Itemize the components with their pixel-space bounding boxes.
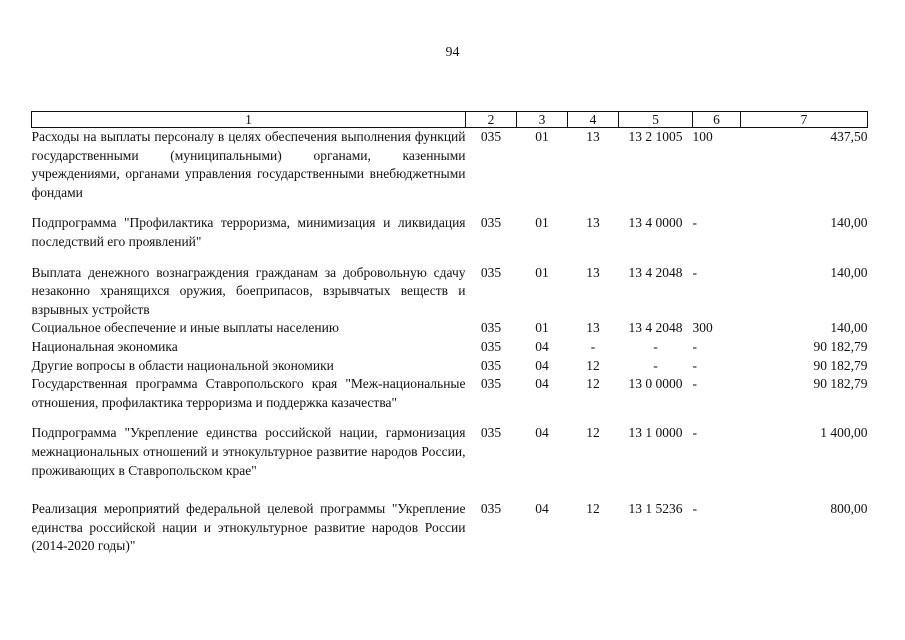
table-row [32, 214, 868, 263]
col-header-6: 6 [693, 112, 741, 128]
table-row [32, 319, 868, 338]
col-header-5: 5 [619, 112, 693, 128]
amount: 140,00 [830, 215, 868, 231]
subsection-code: 13 [586, 129, 600, 144]
subsection-code: 13 [586, 320, 600, 336]
table-row [32, 424, 868, 480]
section-code: 01 [535, 215, 549, 231]
section-code: 04 [535, 425, 549, 441]
table-row [32, 375, 868, 424]
table-row [32, 357, 868, 376]
expense-type-code: - [692, 215, 697, 231]
table-row [32, 264, 868, 320]
table-row [32, 128, 868, 215]
table-row [32, 500, 868, 556]
section-code: 01 [535, 320, 549, 336]
row-description: Подпрограмма "Профилактика терроризма, минимизация и ликвидация последствий его проявлений" [31, 215, 466, 249]
section-code: 04 [535, 501, 549, 517]
target-article-code: 13 4 0000 [628, 215, 683, 231]
col-header-4: 4 [568, 112, 619, 128]
target-article-code: 13 1 0000 [628, 425, 683, 441]
amount: 1 400,00 [820, 425, 868, 441]
ministry-code: 035 [480, 425, 502, 441]
ministry-code: 035 [480, 320, 502, 336]
expense-type-code: - [692, 338, 697, 354]
subsection-code: 13 [586, 215, 600, 231]
target-article-code: 13 1 5236 [628, 501, 683, 517]
row-description: Государственная программа Ставропольского края "Меж-национальные отношения, профилактика терроризма и поддержка казачества" [31, 376, 466, 410]
ministry-code: 035 [480, 376, 502, 392]
expense-type-code: - [692, 501, 697, 517]
section-code: 01 [535, 129, 549, 144]
expense-type-code: - [692, 357, 697, 373]
amount: 90 182,79 [813, 376, 868, 392]
col-header-1: 1 [32, 112, 466, 128]
amount: 90 182,79 [813, 357, 868, 373]
ministry-code: 035 [480, 338, 502, 354]
target-article-code: 13 2 1005 [628, 129, 683, 144]
section-code: 04 [535, 357, 549, 373]
section-code: 04 [535, 338, 549, 354]
page-number: 94 [445, 45, 460, 60]
ministry-code: 035 [480, 357, 502, 373]
row-description: Национальная экономика [31, 338, 178, 354]
row-description: Подпрограмма "Укрепление единства российской нации, гармонизация межнациональных отношений и этнокультурное развитие народов России, проживающих в Ставропольском крае" [31, 425, 466, 478]
subsection-code: 12 [586, 501, 600, 517]
row-description: Другие вопросы в области национальной экономики [31, 357, 334, 373]
col-header-3: 3 [517, 112, 568, 128]
row-description: Расходы на выплаты персоналу в целях обеспечения выполнения функций государственными (муниципальными) органами, казенными учреждениями, органами управления государственными внебюджетными фондами [31, 129, 466, 200]
subsection-code: 12 [586, 425, 600, 441]
subsection-code: 12 [586, 357, 600, 373]
target-article-code: 13 0 0000 [628, 376, 683, 392]
spacer-row [32, 480, 868, 500]
row-description: Выплата денежного вознаграждения гражданам за добровольную сдачу незаконно хранящихся оружия, боеприпасов, взрывчатых веществ и взрывных устройств [31, 264, 466, 317]
expense-type-code: - [692, 264, 697, 280]
col-header-7: 7 [741, 112, 868, 128]
amount: 140,00 [830, 264, 868, 280]
section-code: 04 [535, 376, 549, 392]
expense-type-code: 300 [692, 320, 713, 336]
ministry-code: 035 [480, 264, 502, 280]
ministry-code: 035 [480, 501, 502, 517]
subsection-code: 12 [586, 376, 600, 392]
ministry-code: 035 [480, 129, 502, 144]
target-article-code: 13 4 2048 [628, 264, 683, 280]
budget-table [31, 111, 868, 556]
amount: 437,50 [830, 129, 868, 144]
expense-type-code: - [692, 425, 697, 441]
row-description: Реализация мероприятий федеральной целевой программы "Укрепление единства российской нации и этнокультурное развитие народов России (2014-2020 годы)" [31, 501, 466, 554]
target-article-code: 13 4 2048 [628, 320, 683, 336]
table-row [32, 338, 868, 357]
ministry-code: 035 [480, 215, 502, 231]
subsection-code: - [590, 338, 596, 354]
target-article-code: - [653, 338, 658, 354]
expense-type-code: 100 [692, 129, 713, 144]
subsection-code: 13 [586, 264, 600, 280]
section-code: 01 [535, 264, 549, 280]
expense-type-code: - [692, 376, 697, 392]
row-description: Социальное обеспечение и иные выплаты населению [31, 320, 339, 336]
col-header-2: 2 [466, 112, 517, 128]
header-row [32, 112, 868, 128]
amount: 90 182,79 [813, 338, 868, 354]
amount: 140,00 [830, 320, 868, 336]
amount: 800,00 [830, 501, 868, 517]
target-article-code: - [653, 357, 658, 373]
